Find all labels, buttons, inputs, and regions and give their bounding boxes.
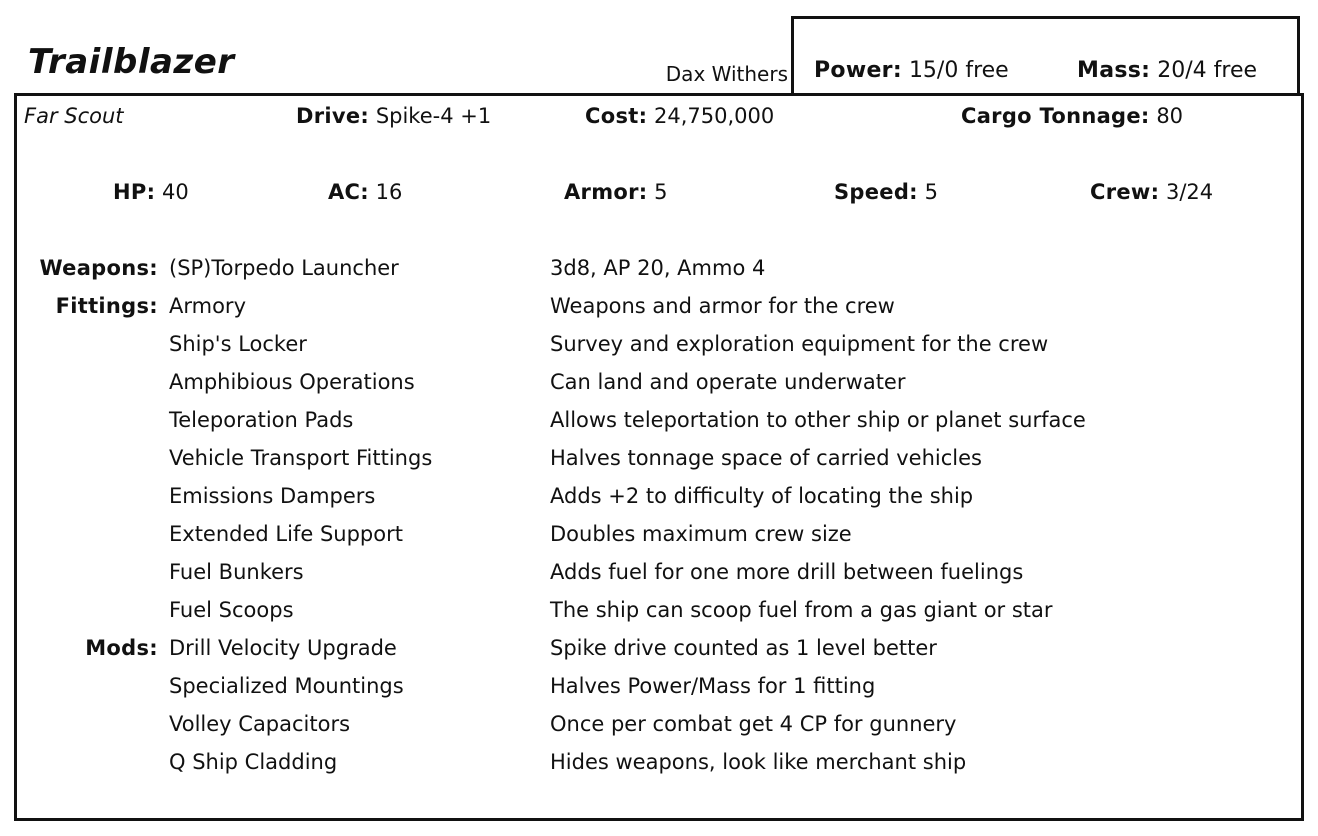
drive-stat [296, 104, 491, 128]
power-value: 15/0 free [908, 58, 1009, 83]
item-name: Amphibious Operations [169, 370, 415, 394]
mass-stat [1077, 58, 1257, 83]
crew-stat [1090, 180, 1213, 204]
item-name: Q Ship Cladding [169, 750, 338, 774]
speed-stat [834, 180, 938, 204]
item-description: Halves tonnage space of carried vehicles [550, 446, 982, 470]
cargo-stat [961, 104, 1183, 128]
item-name: Emissions Dampers [169, 484, 376, 508]
crew-label: Crew: [1090, 180, 1160, 204]
drive-value: Spike-4 +1 [375, 104, 492, 128]
speed-label: Speed: [834, 180, 918, 204]
item-description: 3d8, AP 20, Ammo 4 [550, 256, 766, 280]
power-label: Power: [814, 58, 902, 83]
item-description: Hides weapons, look like merchant ship [550, 750, 967, 774]
hp-label: HP: [113, 180, 156, 204]
cargo-value: 80 [1156, 104, 1184, 128]
item-description: Allows teleportation to other ship or planet surface [550, 408, 1086, 432]
ac-label: AC: [328, 180, 369, 204]
armor-stat [564, 180, 668, 204]
armor-value: 5 [654, 180, 668, 204]
item-description: Adds fuel for one more drill between fuelings [550, 560, 1024, 584]
ship-class: Far Scout [24, 104, 124, 128]
drive-label: Drive: [296, 104, 370, 128]
item-name: Vehicle Transport Fittings [169, 446, 433, 470]
item-name: Armory [169, 294, 246, 318]
mass-label: Mass: [1077, 58, 1151, 83]
crew-value: 3/24 [1166, 180, 1214, 204]
fittings-section-label: Fittings: [55, 294, 158, 318]
item-name: Fuel Scoops [169, 598, 294, 622]
ship-owner: Dax Withers [665, 62, 788, 86]
cost-value: 24,750,000 [653, 104, 775, 128]
item-name: Ship's Locker [169, 332, 307, 356]
cost-stat [585, 104, 774, 128]
armor-label: Armor: [564, 180, 648, 204]
item-name: Specialized Mountings [169, 674, 404, 698]
item-description: Can land and operate underwater [550, 370, 906, 394]
power-stat [814, 58, 1009, 83]
item-name: Volley Capacitors [169, 712, 351, 736]
mods-section-label: Mods: [85, 636, 158, 660]
item-description: Survey and exploration equipment for the crew [550, 332, 1049, 356]
item-name: Drill Velocity Upgrade [169, 636, 397, 660]
item-description: Spike drive counted as 1 level better [550, 636, 937, 660]
ac-value: 16 [375, 180, 403, 204]
weapons-section-label: Weapons: [39, 256, 158, 280]
hp-value: 40 [161, 180, 189, 204]
item-description: Once per combat get 4 CP for gunnery [550, 712, 957, 736]
cost-label: Cost: [585, 104, 648, 128]
item-name: Fuel Bunkers [169, 560, 304, 584]
speed-value: 5 [924, 180, 938, 204]
hp-stat [113, 180, 189, 204]
item-name: Extended Life Support [169, 522, 403, 546]
item-description: The ship can scoop fuel from a gas giant or star [550, 598, 1053, 622]
item-name: (SP)Torpedo Launcher [169, 256, 399, 280]
item-name: Teleporation Pads [169, 408, 354, 432]
item-description: Adds +2 to difficulty of locating the ship [550, 484, 974, 508]
cargo-label: Cargo Tonnage: [961, 104, 1150, 128]
item-description: Weapons and armor for the crew [550, 294, 895, 318]
item-description: Halves Power/Mass for 1 fitting [550, 674, 876, 698]
mass-value: 20/4 free [1157, 58, 1258, 83]
ac-stat [328, 180, 402, 204]
item-description: Doubles maximum crew size [550, 522, 852, 546]
ship-name: Trailblazer [28, 42, 235, 82]
